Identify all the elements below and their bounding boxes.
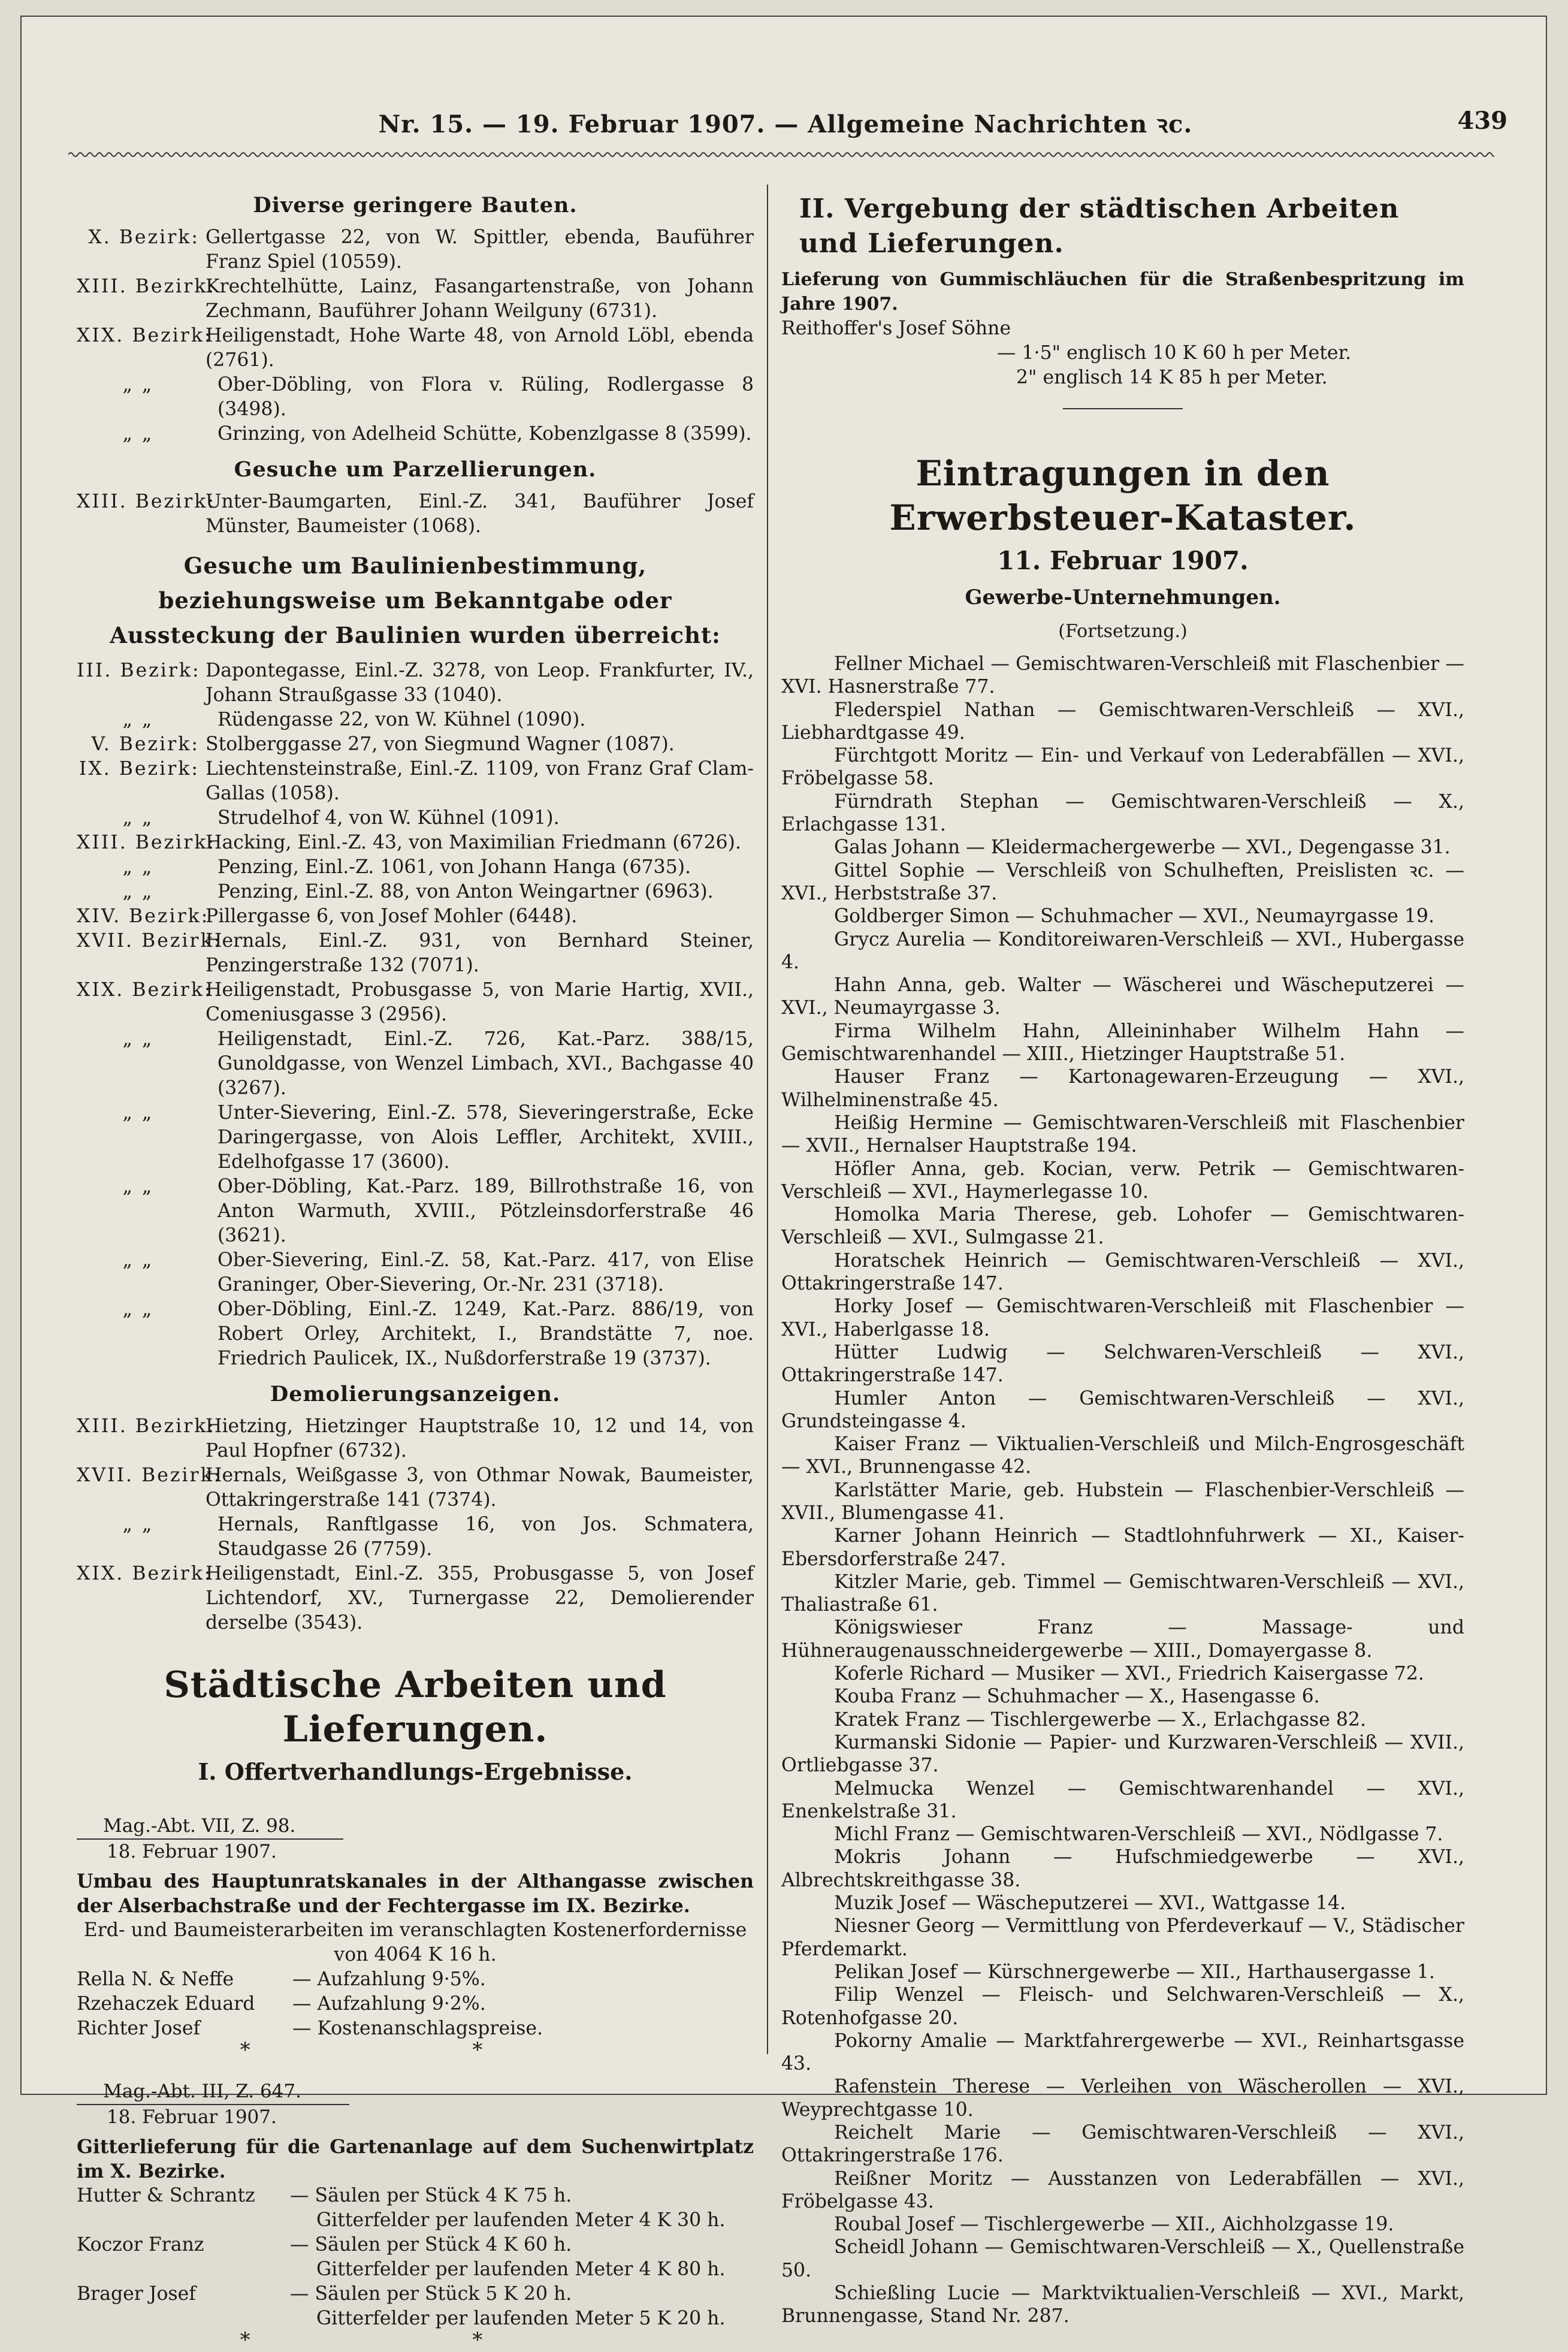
district-label: „ „: [122, 1176, 154, 1197]
district-label: XIV. Bezirk:: [77, 905, 210, 927]
district-entry: [77, 324, 754, 373]
district-label: „ „: [122, 807, 154, 829]
district-label: „ „: [122, 709, 154, 730]
district-entry: [77, 978, 754, 1027]
trade-entry: Fürndrath Stephan — Gemischtwaren-Verschleiß — X., Erlachgasse 131.: [781, 790, 1464, 836]
district-entry: [77, 708, 754, 732]
department-reference: Mag.-Abt. III, Z. 647.: [77, 2079, 349, 2105]
major-title-tax-register: Eintragungen in den Erwerbsteuer-Kataster.: [889, 453, 1356, 538]
entry-text: Gellertgasse 22, von W. Spittler, ebenda, Bauführer Franz Spiel (10559).: [206, 227, 754, 273]
district-label: „ „: [122, 856, 154, 878]
entry-text: Grinzing, von Adelheid Schütte, Kobenzlgasse 8 (3599).: [217, 423, 752, 445]
trade-entry: Karlstätter Marie, geb. Hubstein — Flaschenbier-Verschleiß — XVII., Blumengasse 41.: [781, 1479, 1464, 1524]
entry-text: Penzing, Einl.-Z. 1061, von Johann Hanga (6735).: [217, 856, 691, 878]
district-entry: [77, 422, 754, 446]
trade-entry: Michl Franz — Gemischtwaren-Verschleiß — XVI., Nödlgasse 7.: [834, 1823, 1443, 1846]
bid-list: [77, 1967, 754, 2041]
entry-text: Penzing, Einl.-Z. 88, von Anton Weingartner (6963).: [217, 881, 714, 902]
district-entry: [77, 373, 754, 422]
offer-date: 18. Februar 1907.: [107, 2106, 277, 2128]
entry-text: Hernals, Einl.-Z. 931, von Bernhard Steiner, Penzingerstraße 132 (7071).: [206, 930, 754, 976]
left-column: [77, 192, 754, 2352]
district-entry: [77, 1297, 754, 1371]
page-number: 439: [1457, 107, 1507, 135]
short-rule: [1063, 408, 1183, 409]
trade-entry: Rafenstein Therese — Verleihen von Wäscherollen — XVI., Weyprechtgasse 10.: [781, 2076, 1464, 2121]
trade-entry: Königswieser Franz — Massage- und Hühneraugenausschneidergewerbe — XIII., Domayergasse 8.: [781, 1617, 1464, 1662]
district-entry: [77, 904, 754, 929]
bidder-name: Hutter & Schrantz: [77, 2185, 255, 2206]
district-label: XIX. Bezirk:: [77, 325, 213, 346]
register-date: 11. Februar 1907.: [997, 546, 1249, 575]
bidder-name: Rzehaczek Eduard: [77, 1993, 255, 2015]
offer-block-2: [77, 2059, 754, 2352]
trade-entry: Höfler Anna, geb. Kocian, verw. Petrik — Gemischtwaren-Verschleiß — XVI., Haymerlegasse 10.: [781, 1158, 1464, 1203]
bid-detail: — Aufzahlung 9·5%.: [292, 1968, 486, 1990]
district-label: XIII. Bezirk:: [77, 1415, 216, 1437]
entry-text: Ober-Sievering, Einl.-Z. 58, Kat.-Parz. 417, von Elise Graninger, Ober-Sievering, Or.-Nr. 231 (3718).: [217, 1249, 754, 1296]
entry-text: Stolberggasse 27, von Siegmund Wagner (1087).: [206, 733, 675, 755]
header-wavy-rule: [68, 150, 1494, 159]
entry-text: Heiligenstadt, Hohe Warte 48, von Arnold Löbl, ebenda (2761).: [206, 325, 754, 371]
district-label: IX. Bezirk:: [78, 758, 200, 780]
page-header: [64, 107, 1507, 155]
district-label: „ „: [122, 423, 154, 445]
entry-text: Ober-Döbling, Einl.-Z. 1249, Kat.-Parz. 886/19, von Robert Orley, Architekt, I., Brandstätte 7, noe. Friedrich Paulicek, IX., Nußdorferstraße 19 (3737).: [217, 1299, 754, 1369]
trade-entry: Kouba Franz — Schuhmacher — X., Hasengasse 6.: [834, 1686, 1320, 1708]
district-entry: [77, 1414, 754, 1463]
trade-entry: Karner Johann Heinrich — Stadtlohnfuhrwerk — XI., Kaiser-Ebersdorferstraße 247.: [781, 1525, 1464, 1570]
bid-detail: [290, 2282, 754, 2331]
building-lines-list: [77, 659, 754, 1371]
trade-entry: Horatschek Heinrich — Gemischtwaren-Verschleiß — XVI., Ottakringerstraße 147.: [781, 1249, 1464, 1295]
district-entry: [77, 1463, 754, 1512]
district-label: „ „: [122, 1102, 154, 1124]
district-entry: [77, 1512, 754, 1562]
trade-entry: Koferle Richard — Musiker — XVI., Friedrich Kaisergasse 72.: [834, 1663, 1424, 1685]
trade-entry: Hütter Ludwig — Selchwaren-Verschleiß — XVI., Ottakringerstraße 147.: [781, 1341, 1464, 1387]
bid-detail: [290, 2184, 754, 2233]
minor-buildings-list: [77, 225, 754, 446]
subtitle-trade-enterprises: Gewerbe-Unternehmungen.: [965, 585, 1281, 609]
entry-text: Heiligenstadt, Einl.-Z. 355, Probusgasse 5, von Josef Lichtendorf, XV., Turnergasse 22, Demolierender derselbe (3543).: [206, 1563, 754, 1634]
major-title-municipal-works: Städtische Arbeiten und Lieferungen.: [164, 1664, 667, 1750]
bid-detail: [290, 2233, 754, 2282]
district-entry: [77, 659, 754, 708]
bid-row: [77, 2282, 754, 2331]
offer-date: 18. Februar 1907.: [107, 1841, 277, 1862]
trade-entry: Fürchtgott Moritz — Ein- und Verkauf von Lederabfällen — XVI., Fröbelgasse 58.: [781, 745, 1464, 790]
parcelling-list: [77, 490, 754, 539]
trade-entry: Galas Johann — Kleidermachergewerbe — XVI., Degengasse 31.: [834, 837, 1451, 859]
trade-entry: Roubal Josef — Tischlergewerbe — XII., Aichholzgasse 19.: [834, 2214, 1394, 2236]
trade-entry: Kitzler Marie, geb. Timmel — Gemischtwaren-Verschleiß — XVI., Thaliastraße 61.: [781, 1571, 1464, 1616]
district-entry: [77, 274, 754, 324]
right-column: [781, 192, 1464, 2328]
bid-line-columns: — Säulen per Stück 4 K 60 h.: [290, 2234, 572, 2256]
trade-entry: Firma Wilhelm Hahn, Alleininhaber Wilhelm Hahn — Gemischtwarenhandel — XIII., Hietzinger Hauptstraße 51.: [781, 1020, 1464, 1065]
district-entry: [77, 1562, 754, 1635]
section-title-parcelling: Gesuche um Parzellierungen.: [234, 457, 597, 482]
bid-row: [77, 1967, 754, 1992]
district-entry: [77, 1248, 754, 1297]
trade-entry: Kratek Franz — Tischlergewerbe — X., Erlachgasse 82.: [834, 1708, 1366, 1731]
demolition-list: [77, 1414, 754, 1635]
trade-entries-list: [781, 653, 1464, 2328]
district-entry: [77, 225, 754, 274]
district-label: XIII. Bezirk:: [77, 832, 216, 853]
trade-entry: Horky Josef — Gemischtwaren-Verschleiß mit Flaschenbier — XVI., Haberlgasse 18.: [781, 1296, 1464, 1340]
entry-text: Hacking, Einl.-Z. 43, von Maximilian Friedmann (6726).: [206, 832, 741, 853]
bid-line-panels: Gitterfelder per laufenden Meter 4 K 30 h.: [316, 2209, 726, 2231]
project-description: Erd- und Baumeisterarbeiten im veranschlagten Kostenerfordernisse von 4064 K 16 h.: [83, 1919, 747, 1965]
bidder-name: Brager Josef: [77, 2283, 196, 2305]
district-label: XIX. Bezirk:: [77, 979, 213, 1001]
entry-text: Unter-Baumgarten, Einl.-Z. 341, Bauführer Josef Münster, Baumeister (1068).: [206, 491, 754, 537]
district-entry: [77, 757, 754, 806]
district-label: „ „: [122, 374, 154, 395]
entry-text: Ober-Döbling, Kat.-Parz. 189, Billrothstraße 16, von Anton Warmuth, XVIII., Pötzleinsdorferstraße 46 (3621).: [217, 1176, 754, 1246]
bidder-name: Koczor Franz: [77, 2234, 204, 2256]
continuation-note: (Fortsetzung.): [1058, 621, 1188, 642]
trade-entry: Homolka Maria Therese, geb. Lohofer — Gemischtwaren-Verschleiß — XVI., Sulmgasse 21.: [781, 1204, 1464, 1249]
trade-entry: Scheidl Johann — Gemischtwaren-Verschleiß — X., Quellenstraße 50.: [781, 2236, 1464, 2281]
trade-entry: Reichelt Marie — Gemischtwaren-Verschleiß — XVI., Ottakringerstraße 176.: [781, 2122, 1464, 2167]
district-entry: [77, 855, 754, 880]
department-reference: Mag.-Abt. VII, Z. 98.: [77, 1814, 343, 1840]
entry-text: Hernals, Ranftlgasse 16, von Jos. Schmatera, Staudgasse 26 (7759).: [217, 1514, 754, 1560]
bid-row: [77, 1992, 754, 2016]
district-entry: [77, 880, 754, 904]
award-price-1: — 1·5" englisch 10 K 60 h per Meter.: [997, 342, 1352, 364]
separator-stars: * *: [240, 2328, 591, 2352]
trade-entry: Kurmanski Sidonie — Papier- und Kurzwaren-Verschleiß — XVII., Ortliebgasse 37.: [781, 1731, 1464, 1777]
section-title-building-lines: Gesuche um Baulinienbestimmung, beziehungsweise um Bekanntgabe oder Aussteckung der Baulinien wurden überreicht:: [110, 552, 721, 648]
trade-entry: Flederspiel Nathan — Gemischtwaren-Verschleiß — XVI., Liebhardtgasse 49.: [781, 699, 1464, 744]
separator-stars: * *: [240, 2038, 591, 2062]
offer-block-1: [77, 1794, 754, 2062]
bid-line-columns: — Säulen per Stück 5 K 20 h.: [290, 2283, 572, 2305]
district-entry: [77, 732, 754, 757]
section-title-contract-awards: II. Vergebung der städtischen Arbeiten und Lieferungen.: [799, 194, 1400, 259]
bid-row: [77, 2016, 754, 2041]
bid-line-panels: Gitterfelder per laufenden Meter 5 K 20 h.: [316, 2308, 726, 2329]
bid-row: [77, 2184, 754, 2233]
trade-entry: Mokris Johann — Hufschmiedgewerbe — XVI., Albrechtskreithgasse 38.: [781, 1846, 1464, 1891]
trade-entry: Schießling Lucie — Marktviktualien-Verschleiß — XVI., Markt, Brunnengasse, Stand Nr. 287.: [781, 2282, 1464, 2327]
district-label: XIII. Bezirk:: [77, 491, 216, 512]
entry-text: Liechtensteinstraße, Einl.-Z. 1109, von Franz Graf Clam-Gallas (1058).: [206, 758, 754, 804]
district-label: V. Bezirk:: [91, 733, 200, 755]
district-label: XIII. Bezirk:: [77, 276, 216, 297]
bidder-name: Richter Josef: [77, 2018, 201, 2039]
award-price-2: 2" englisch 14 K 85 h per Meter.: [1016, 367, 1328, 388]
bid-line-panels: Gitterfelder per laufenden Meter 4 K 80 h.: [316, 2259, 726, 2280]
trade-entry: Hahn Anna, geb. Walter — Wäscherei und Wäscheputzerei — XVI., Neumayrgasse 3.: [781, 974, 1464, 1019]
entry-text: Strudelhof 4, von W. Kühnel (1091).: [217, 807, 560, 829]
column-divider: [767, 185, 768, 2054]
trade-entry: Kaiser Franz — Viktualien-Verschleiß und Milch-Engrosgeschäft — XVI., Brunnengasse 42.: [781, 1433, 1464, 1478]
district-entry: [77, 1175, 754, 1248]
district-label: XVII. Bezirk:: [77, 930, 222, 952]
district-label: „ „: [122, 881, 154, 902]
district-label: XIX. Bezirk:: [77, 1563, 213, 1584]
bid-detail: — Aufzahlung 9·2%.: [292, 1993, 486, 2015]
bid-row: [77, 2233, 754, 2282]
entry-text: Hietzing, Hietzinger Hauptstraße 10, 12 und 14, von Paul Hopfner (6732).: [206, 1415, 754, 1462]
running-title: Nr. 15. — 19. Februar 1907. — Allgemeine Nachrichten ꝛc.: [378, 110, 1193, 138]
bidder-name: Rella N. & Neffe: [77, 1968, 234, 1990]
trade-entry: Goldberger Simon — Schuhmacher — XVI., Neumayrgasse 19.: [834, 905, 1434, 928]
trade-entry: Filip Wenzel — Fleisch- und Selchwaren-Verschleiß — X., Rotenhofgasse 20.: [781, 1984, 1464, 2029]
trade-entry: Hauser Franz — Kartonagewaren-Erzeugung — XVI., Wilhelminenstraße 45.: [781, 1066, 1464, 1111]
trade-entry: Muzik Josef — Wäscheputzerei — XVI., Wattgasse 14.: [834, 1892, 1346, 1915]
entry-text: Heiligenstadt, Einl.-Z. 726, Kat.-Parz. 388/15, Gunoldgasse, von Wenzel Limbach, XVI., Bachgasse 40 (3267).: [217, 1028, 754, 1099]
award-contractor: Reithoffer's Josef Söhne: [781, 318, 1011, 339]
trade-entry: Fellner Michael — Gemischtwaren-Verschleiß mit Flaschenbier — XVI. Hasnerstraße 77.: [781, 653, 1464, 698]
entry-text: Rüdengasse 22, von W. Kühnel (1090).: [217, 709, 586, 730]
trade-entry: Grycz Aurelia — Konditoreiwaren-Verschleiß — XVI., Hubergasse 4.: [781, 928, 1464, 973]
section-title-demolition: Demolierungsanzeigen.: [270, 1382, 561, 1406]
project-title: Gitterlieferung für die Gartenanlage auf dem Suchenwirtplatz im X. Bezirke.: [77, 2136, 754, 2182]
entry-text: Heiligenstadt, Probusgasse 5, von Marie Hartig, XVII., Comeniusgasse 3 (2956).: [206, 979, 754, 1025]
entry-text: Krechtelhütte, Lainz, Fasangartenstraße, von Johann Zechmann, Bauführer Johann Weilguny (6731).: [206, 276, 754, 322]
district-entry: [77, 806, 754, 831]
district-label: III. Bezirk:: [77, 660, 201, 681]
district-label: „ „: [122, 1249, 154, 1271]
project-title: Umbau des Hauptunratskanales in der Althangasse zwischen der Alserbachstraße und der Fechtergasse im IX. Bezirke.: [77, 1870, 754, 1917]
bid-list: [77, 2184, 754, 2331]
section-title-minor-buildings: Diverse geringere Bauten.: [253, 193, 578, 218]
trade-entry: Reißner Moritz — Ausstanzen von Lederabfällen — XVI., Fröbelgasse 43.: [781, 2167, 1464, 2212]
entry-text: Hernals, Weißgasse 3, von Othmar Nowak, Baumeister, Ottakringerstraße 141 (7374).: [206, 1465, 754, 1511]
award-description: Lieferung von Gummischläuchen für die Straßenbespritzung im Jahre 1907.: [781, 269, 1464, 315]
trade-entry: Melmucka Wenzel — Gemischtwarenhandel — XVI., Enenkelstraße 31.: [781, 1777, 1464, 1822]
district-entry: [77, 1027, 754, 1101]
district-label: X. Bezirk:: [88, 227, 200, 248]
entry-text: Ober-Döbling, von Flora v. Rüling, Rodlergasse 8 (3498).: [217, 374, 754, 420]
entry-text: Unter-Sievering, Einl.-Z. 578, Sieveringerstraße, Ecke Daringergasse, von Alois Leffler, Architekt, XVIII., Edelhofgasse 17 (3600).: [217, 1102, 754, 1173]
bid-line-columns: — Säulen per Stück 4 K 75 h.: [290, 2185, 572, 2206]
district-entry: [77, 929, 754, 978]
newspaper-page: [20, 16, 1547, 2352]
trade-entry: Gittel Sophie — Verschleiß von Schulheften, Preislisten ꝛc. — XVI., Herbststraße 37.: [781, 859, 1464, 904]
district-label: „ „: [122, 1028, 154, 1050]
bid-detail: — Kostenanschlagspreise.: [292, 2018, 543, 2039]
entry-text: Dapontegasse, Einl.-Z. 3278, von Leop. Frankfurter, IV., Johann Straußgasse 33 (1040).: [206, 660, 754, 706]
district-label: XVII. Bezirk:: [77, 1465, 222, 1486]
trade-entry: Niesner Georg — Vermittlung von Pferdeverkauf — V., Städischer Pferdemarkt.: [781, 1915, 1464, 1960]
trade-entry: Pelikan Josef — Kürschnergewerbe — XII., Harthausergasse 1.: [834, 1961, 1435, 1983]
district-label: „ „: [122, 1514, 154, 1535]
trade-entry: Heißig Hermine — Gemischtwaren-Verschleiß mit Flaschenbier — XVII., Hernalser Hauptstraße 194.: [781, 1112, 1464, 1157]
district-entry: [77, 831, 754, 855]
district-label: „ „: [122, 1299, 154, 1320]
district-entry: [77, 490, 754, 539]
subtitle-offer-results: I. Offertverhandlungs-Ergebnisse.: [198, 1758, 633, 1785]
trade-entry: Humler Anton — Gemischtwaren-Verschleiß — XVI., Grundsteingasse 4.: [781, 1387, 1464, 1432]
district-entry: [77, 1101, 754, 1175]
trade-entry: Pokorny Amalie — Marktfahrergewerbe — XVI., Reinhartsgasse 43.: [781, 2030, 1464, 2075]
entry-text: Pillergasse 6, von Josef Mohler (6448).: [206, 905, 578, 927]
